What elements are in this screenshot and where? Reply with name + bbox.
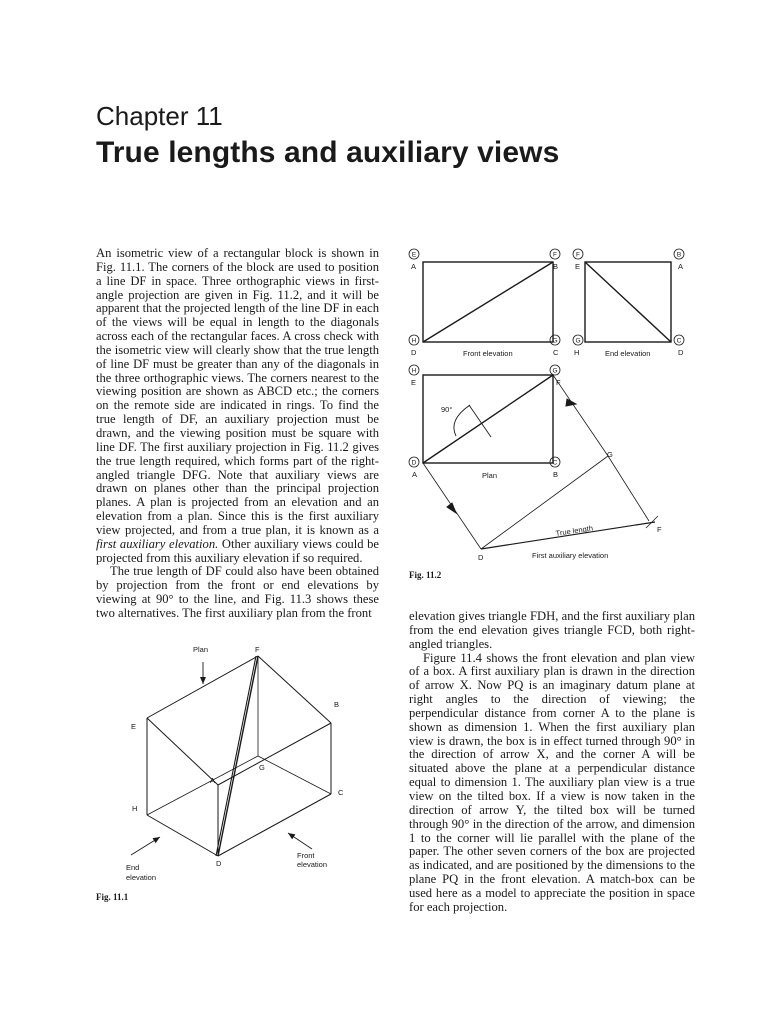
projection-arrowhead <box>566 399 576 406</box>
paragraph: The true length of DF could also have been obtained by projection from the front or end elevations by viewing at 90° to the line, and Fig. 11.3 shows these two alternatives. The first auxiliary plan from the front <box>96 564 379 620</box>
figure-11-1 <box>131 656 331 856</box>
text-run: An isometric view of a rectangular block is shown in Fig. 11.1. The corners of the block are used to position a line DF in space. Three orthographic views in first-angle projection are given in Fig. 11.2, and it will be apparent that the projected length of the line DF in each of the views will be equal in length to the diagonals across each of the rectangular faces. A cross check with the isometric view will clearly show that the true length of line DF must be greater than any of the diagonals in the three orthographic views. The corners nearest to the viewing position are shown as ABCD etc.; the corners on the remote side are indicated in rings. To find the true length of DF, an auxiliary projection must be drawn, and the viewing position must be square with line DF. The first auxiliary projection in Fig. 11.2 gives the true length required, which forms part of the right-angled triangle DFG. Note that auxiliary views are drawn on planes other than the principal projection planes. A plan is projected from an elevation and an elevation from a plan. Since this is the first auxiliary view projected, and from a true plan, it is known as a <box>96 246 379 537</box>
corner-label: B <box>553 262 559 271</box>
plan-label: Plan <box>482 471 498 480</box>
ring-letter: G <box>552 337 558 345</box>
block-edge <box>258 656 331 723</box>
auxiliary-construction-line <box>481 456 608 549</box>
front-elevation-diagonal <box>423 262 553 342</box>
italic-term: first auxiliary elevation. <box>96 536 219 551</box>
projector-line <box>608 456 649 521</box>
corner-label: C <box>553 348 559 357</box>
end-view-arrow <box>131 837 160 855</box>
right-angle-arc <box>454 405 470 436</box>
paragraph: elevation gives triangle FDH, and the first auxiliary plan from the end elevation gives triangle FCD, both right-angled triangles. <box>409 609 695 651</box>
corner-label: D <box>216 859 222 868</box>
plan-diagonal <box>423 375 553 463</box>
corner-label: B <box>334 700 340 709</box>
ring-letter: F <box>576 251 580 259</box>
ring-letter: C <box>552 459 558 467</box>
block-edge <box>258 756 331 794</box>
corner-label: D <box>411 348 417 357</box>
end-elevation-diagonal <box>585 262 671 342</box>
corner-label: D <box>678 348 684 357</box>
ring-letter: H <box>411 367 417 375</box>
figure-caption-11-1: Fig. 11.1 <box>96 892 129 902</box>
ring-letter: C <box>676 337 682 345</box>
corner-label: E <box>131 722 137 731</box>
block-edge <box>218 723 331 785</box>
corner-label: A <box>412 470 418 479</box>
line-df <box>218 656 258 856</box>
perpendicular-arrow <box>469 405 491 437</box>
corner-label: A <box>678 262 684 271</box>
ring-letter: H <box>411 337 417 345</box>
ring-letter: G <box>575 337 581 345</box>
projection-arrowhead <box>447 503 456 513</box>
ring-letter: F <box>553 251 557 259</box>
true-length-label: True length <box>554 523 594 538</box>
front-view-arrow <box>288 833 312 849</box>
front-elevation-label: elevation <box>297 860 328 869</box>
figure-11-2-labels <box>411 252 684 563</box>
corner-label: H <box>132 804 138 813</box>
auxiliary-elevation-label: First auxiliary elevation <box>532 551 609 560</box>
figure-caption-11-2: Fig. 11.2 <box>409 570 442 580</box>
corner-label: B <box>553 470 559 479</box>
corner-label: H <box>574 348 580 357</box>
end-elevation-label: elevation <box>126 873 157 882</box>
block-edge <box>147 756 258 815</box>
corner-label: G <box>607 450 613 459</box>
ring-letter: E <box>411 251 417 259</box>
ring-letter: D <box>411 459 417 467</box>
figure-11-2 <box>409 249 684 549</box>
block-edge <box>147 815 218 856</box>
ring-letter: B <box>676 251 682 259</box>
front-elevation-label: Front <box>297 851 315 860</box>
corner-label: C <box>338 788 344 797</box>
projector-line <box>553 375 608 456</box>
corner-label: D <box>478 553 484 562</box>
ring-letter: G <box>552 367 558 375</box>
end-elevation-label: End elevation <box>605 349 651 358</box>
corner-label: F <box>255 645 260 654</box>
corner-label: A <box>210 776 216 785</box>
corner-label: A <box>411 262 417 271</box>
front-elevation-label: Front elevation <box>463 349 513 358</box>
end-elevation-label: End <box>126 863 140 872</box>
block-edge <box>147 656 258 718</box>
chapter-number: Chapter 11 <box>96 101 223 131</box>
text-run: Other auxiliary views could be projected from this auxiliary elevation if so required. <box>96 536 379 565</box>
plan-label: Plan <box>193 645 209 654</box>
corner-label: F <box>657 525 662 534</box>
corner-label: F <box>556 378 561 387</box>
paragraph: Figure 11.4 shows the front elevation and plan view of a box. A first auxiliary plan is drawn in the direction of arrow X. Now PQ is an imaginary datum plane at right angles to the direction of viewing; the perpendicular distance from corner A to the plane is shown as dimension 1. When the first auxiliary plan view is drawn, the box is in effect turned through 90° in the direction of arrow X, and the corner A will be situated above the plane at a perpendicular distance equal to dimension 1. The auxiliary plan view is a true view on the tilted box. If a view is now taken in the direction of arrow Y, the tilted box will be turned through 90° in the direction of the arrow, and dimension 1 to the corner will lie parallel with the plane of the paper. The other seven corners of the box are projected as indicated, and are positioned by the dimensions to the plane PQ in the front elevation. A match-box can be used here as a model to appreciate the position in space for each projection. <box>409 650 695 914</box>
chapter-title: True lengths and auxiliary views <box>96 136 560 169</box>
block-edge <box>218 794 331 856</box>
corner-label: G <box>259 763 265 772</box>
block-edge <box>147 718 218 785</box>
angle-label: 90° <box>441 405 453 414</box>
line-df <box>216 656 256 856</box>
corner-label: E <box>575 262 581 271</box>
corner-label: E <box>411 378 417 387</box>
